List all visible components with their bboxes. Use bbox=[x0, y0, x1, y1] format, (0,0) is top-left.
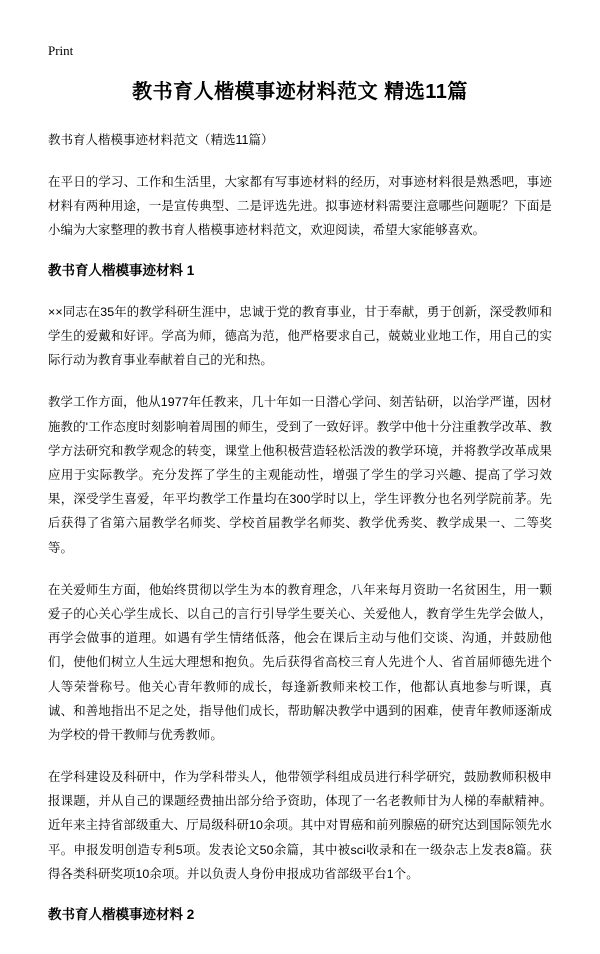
document-subtitle: 教书育人楷模事迹材料范文（精选11篇） bbox=[48, 133, 274, 147]
body-paragraph: 在关爱师生方面，他始终贯彻以学生为本的教育理念，八年来每月资助一名贫困生，用一颗爱子的心关心学生成长、以自己的言行引导学生要关心、关爱他人，教育学生先学会做人，再学会做事的道理。如遇有学生情绪低落，他会在课后主动与他们交谈、沟通，并鼓励他们，使他们树立人生远大理想和抱负。先后获得省高校三育人先进个人、省首届师德先进个人等荣誉称号。他关心青年教师的成长，每逢新教师来校工作，他都认真地参与听课，真诚、和善地指出不足之处，指导他们成长，帮助解决教学中遇到的困难，使青年教师逐渐成为学校的骨干教师与优秀教师。 bbox=[48, 582, 552, 742]
section-heading: 教书育人楷模事迹材料 1 bbox=[48, 263, 195, 279]
document-body bbox=[48, 170, 552, 926]
page-title: 教书育人楷模事迹材料范文 精选11篇 bbox=[132, 81, 468, 103]
body-paragraph: 教学工作方面，他从1977年任教来，几十年如一日潜心学问、刻苦钻研，以治学严谨，因材施教的'工作态度时刻影响着周围的师生，受到了一致好评。教学中他十分注重教学改革、教学方法研究和教学观念的转变，课堂上他积极营造轻松活泼的教学环境，并将教学改革成果应用于实际教学。充分发挥了学生的主观能动性，增强了学生的学习兴趣、提高了学习效果，深受学生喜爱，年平均教学工作量均在300学时以上，学生评教分也名列学院前茅。先后获得了省第六届教学名师奖、学校首届教学名师奖、教学优秀奖、教学成果一、二等奖等。 bbox=[48, 395, 552, 555]
body-paragraph: 在平日的学习、工作和生活里，大家都有写事迹材料的经历，对事迹材料很是熟悉吧，事迹材料有两种用途，一是宣传典型、二是评选先进。拟事迹材料需要注意哪些问题呢？下面是小编为大家整理的教书育人楷模事迹材料范文，欢迎阅读，希望大家能够喜欢。 bbox=[48, 174, 552, 238]
page-bottom-spacer bbox=[48, 944, 552, 954]
print-button[interactable]: Print bbox=[48, 43, 74, 58]
body-paragraph: ××同志在35年的教学科研生涯中，忠诚于党的教育事业，甘于奉献，勇于创新，深受教师和学生的爱戴和好评。学高为师，德高为范，他严格要求自己，兢兢业业地工作，用自己的实际行动为教育事业奉献着自己的光和热。 bbox=[48, 304, 552, 368]
section-heading: 教书育人楷模事迹材料 2 bbox=[48, 907, 195, 923]
body-paragraph: 在学科建设及科研中，作为学科带头人，他带领学科组成员进行科学研究，鼓励教师积极申报课题，并从自己的课题经费抽出部分给予资助，体现了一名老教师甘为人梯的奉献精神。近年来主持省部级重大、厅局级科研10余项。其中对胃癌和前列腺癌的研究达到国际领先水平。申报发明创造专利5项。发表论文50余篇，其中被sci收录和在一级杂志上发表8篇。获得各类科研奖项10余项。并以负责人身份申报成功省部级平台1个。 bbox=[48, 770, 552, 881]
